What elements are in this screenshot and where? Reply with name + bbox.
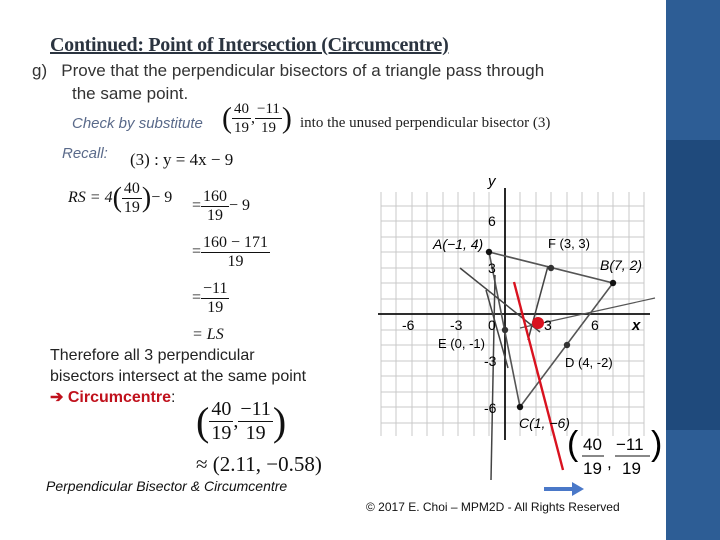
conclusion-sentence: Therefore all 3 perpendicular bisectors intersect at the same point — [50, 347, 307, 385]
y-tick: -6 — [484, 400, 497, 416]
check-into-text: into the unused perpendicular bisector (3) — [300, 115, 551, 131]
result-y-num: −11 — [616, 435, 644, 454]
result-y-den: 19 — [622, 459, 641, 478]
result-paren-close: ) — [651, 425, 663, 463]
x-tick: 6 — [591, 317, 599, 333]
step-3: = $\frac{-11}{19}$ — [192, 280, 228, 316]
circumcentre-label: Circumcentre — [67, 389, 172, 406]
result-paren-open: ( — [567, 425, 579, 463]
result-comma: , — [607, 453, 612, 472]
question-text-2: the same point. — [72, 84, 189, 103]
arrow-icon: ➔ — [50, 389, 64, 406]
point-c — [517, 404, 523, 410]
x-axis-label: x — [632, 317, 641, 334]
bisector-ab — [460, 268, 540, 332]
circumcentre-decimal: ≈ (2.11, −0.58) — [196, 452, 322, 476]
circumcentre-dot — [532, 317, 544, 329]
step-4: = LS — [192, 326, 224, 343]
check-point: ( $\frac{40}{19}$ , $\frac{-11}{19}$ ) — [222, 101, 292, 136]
recall-equation: (3) : y = 4x − 9 — [130, 150, 234, 169]
x-tick: -6 — [402, 317, 415, 333]
label-c: C(1, −6) — [519, 415, 570, 431]
point-a — [486, 249, 492, 255]
circumcentre-point: ( $\frac{40}{19}$ , $\frac{-11}{19}$ ) — [196, 398, 287, 444]
bisector-extension — [491, 275, 495, 480]
point-b — [610, 280, 616, 286]
recall-label: Recall: — [62, 145, 108, 162]
x-tick: 0 — [488, 317, 496, 333]
question-text-1: Prove that the perpendicular bisectors of a triangle pass through — [61, 61, 545, 80]
arrow-right-icon — [572, 482, 584, 496]
y-axis-label: y — [488, 173, 496, 190]
label-b: B(7, 2) — [600, 257, 643, 273]
label-a: A(−1, 4) — [433, 236, 484, 252]
rs-step: RS = 4( $\frac{40}{19}$ )− 9 — [68, 180, 173, 216]
point-f — [548, 265, 554, 271]
y-tick: -3 — [484, 353, 497, 369]
y-tick: 6 — [488, 213, 496, 229]
step-1: = $\frac{160}{19}$ − 9 — [192, 188, 251, 224]
x-tick: -3 — [450, 317, 463, 333]
slide-title: Continued: Point of Intersection (Circumcentre) — [50, 34, 449, 56]
question-label: g) — [32, 61, 48, 80]
x-tick: 3 — [544, 317, 552, 333]
label-e: E (0, -1) — [438, 336, 485, 351]
label-f: F (3, 3) — [548, 236, 590, 251]
footer-caption: Perpendicular Bisector & Circumcentre — [46, 478, 288, 494]
y-tick: 3 — [488, 260, 496, 276]
label-d: D (4, -2) — [565, 355, 613, 370]
copyright-text: © 2017 E. Choi – MPM2D - All Rights Reserved — [366, 500, 620, 514]
point-e — [502, 327, 508, 333]
conclusion-text: Therefore all 3 perpendicular bisectors intersect at the same point ➔ Circumcentre: — [50, 347, 307, 406]
check-text: Check by substitute — [72, 115, 203, 132]
result-x-num: 40 — [583, 435, 602, 454]
step-2: = $\frac{160 - 171}{19}$ — [192, 234, 269, 270]
result-x-den: 19 — [583, 459, 602, 478]
point-d — [564, 342, 570, 348]
